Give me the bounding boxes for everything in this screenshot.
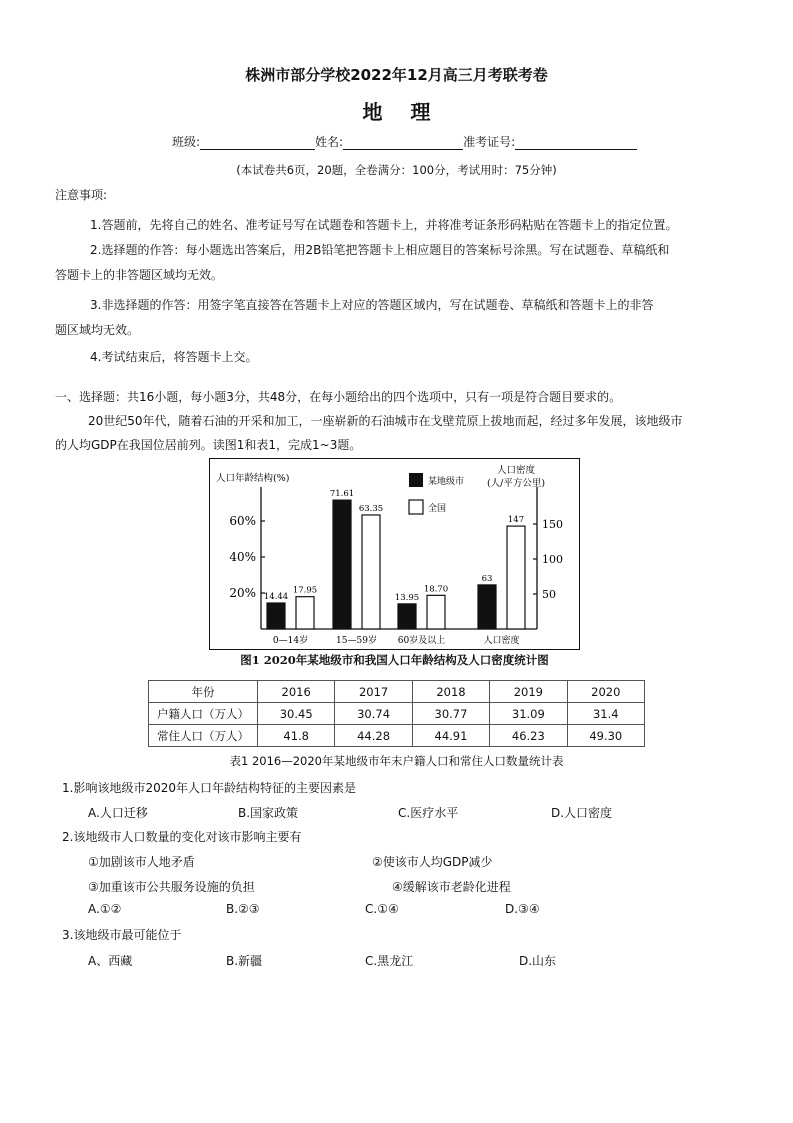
- left-tick-label: 60%: [229, 514, 256, 528]
- table-cell: 31.09: [490, 703, 567, 725]
- left-tick-label: 40%: [229, 550, 256, 564]
- table-header-cell: 2020: [567, 681, 644, 703]
- population-chart: [209, 458, 580, 650]
- category-label: 人口密度: [483, 636, 520, 646]
- question-1: 1.影响该地级市2020年人口年龄结构特征的主要因素是: [62, 781, 356, 795]
- q3-option-c[interactable]: C.黑龙江: [365, 954, 414, 968]
- notice-heading: 注意事项:: [55, 188, 108, 202]
- bar-national: [362, 515, 380, 629]
- left-tick-label: 20%: [229, 586, 256, 600]
- q2-option-b[interactable]: B.②③: [226, 902, 260, 916]
- notice-item-3-cont: 题区域均无效。: [55, 323, 140, 337]
- exam-title: 株洲市部分学校2022年12月高三月考联考卷: [245, 66, 548, 84]
- q2-statement-1: ①加剧该市人地矛盾: [88, 855, 195, 869]
- bar-national: [507, 526, 525, 629]
- exam-meta: (本试卷共6页，20题，全卷满分：100分，考试用时：75分钟): [236, 163, 557, 177]
- table-cell: 41.8: [258, 725, 335, 747]
- exam-id-label: 准考证号:: [463, 135, 516, 149]
- student-info-line: [172, 133, 637, 150]
- q2-statement-2: ②使该市人均GDP减少: [372, 855, 493, 869]
- bar-city: [398, 604, 416, 629]
- q1-option-a[interactable]: A.人口迁移: [88, 806, 148, 820]
- class-blank[interactable]: [200, 137, 315, 150]
- section-intro-cont: 的人均GDP在我国位居前列。读图1和表1，完成1~3题。: [55, 438, 362, 452]
- category-label: 60岁及以上: [397, 636, 446, 646]
- table-cell: 常住人口（万人）: [149, 725, 258, 747]
- bar-city-label: 71.61: [329, 489, 355, 500]
- q2-option-a[interactable]: A.①②: [88, 902, 122, 916]
- notice-item-2: 2.选择题的作答：每小题选出答案后，用2B铅笔把答题卡上相应题目的答案标号涂黑。写在试题卷、草稿纸和: [90, 243, 670, 257]
- table-cell: 46.23: [490, 725, 567, 747]
- bar-national-label: 63.35: [358, 503, 384, 514]
- table-cell: 44.28: [335, 725, 412, 747]
- table-cell: 49.30: [567, 725, 644, 747]
- table-cell: 户籍人口（万人）: [149, 703, 258, 725]
- exam-subject: 地理: [362, 100, 459, 124]
- right-axis-title: 人口密度: [496, 465, 536, 476]
- notice-item-1: 1.答题前，先将自己的姓名、准考证号写在试题卷和答题卡上，并将准考证条形码粘贴在答题卡上的指定位置。: [90, 218, 678, 232]
- notice-item-4: 4.考试结束后，将答题卡上交。: [90, 350, 258, 364]
- class-label: 班级:: [172, 135, 201, 149]
- table-header-cell: 2016: [258, 681, 335, 703]
- bar-city-label: 13.95: [394, 592, 420, 603]
- table-cell: 30.45: [258, 703, 335, 725]
- q1-option-c[interactable]: C.医疗水平: [398, 806, 459, 820]
- legend-national-label: 全国: [428, 504, 447, 514]
- q3-option-a[interactable]: A、西藏: [88, 954, 133, 968]
- legend-national-swatch: [409, 500, 423, 514]
- bar-national-label: 147: [507, 515, 525, 526]
- q1-option-b[interactable]: B.国家政策: [238, 806, 299, 820]
- table-header-cell: 年份: [149, 681, 258, 703]
- notice-item-3: 3.非选择题的作答：用签字笔直接答在答题卡上对应的答题区域内，写在试题卷、草稿纸和答题卡上的非答: [90, 298, 654, 312]
- table-header-cell: 2019: [490, 681, 567, 703]
- bar-city: [478, 585, 496, 629]
- bar-national: [427, 595, 445, 629]
- notice-item-2-cont: 答题卡上的非答题区域均无效。: [55, 268, 224, 282]
- bar-national-label: 17.95: [292, 585, 318, 596]
- table-row: [149, 703, 645, 725]
- q2-statement-3: ③加重该市公共服务设施的负担: [88, 880, 255, 894]
- name-blank[interactable]: [343, 137, 463, 150]
- table-cell: 30.74: [335, 703, 412, 725]
- population-table: [148, 680, 645, 747]
- question-3: 3.该地级市最可能位于: [62, 928, 182, 942]
- table-header-row: [149, 681, 645, 703]
- q3-option-b[interactable]: B.新疆: [226, 954, 263, 968]
- right-tick-label: 100: [542, 553, 563, 566]
- bar-city: [333, 500, 351, 629]
- name-label: 姓名:: [315, 135, 344, 149]
- bar-city-label: 63: [481, 573, 493, 584]
- q3-option-d[interactable]: D.山东: [519, 954, 557, 968]
- table-header-cell: 2018: [412, 681, 489, 703]
- legend-city-label: 某地级市: [428, 477, 465, 487]
- category-label: 15—59岁: [336, 636, 377, 646]
- category-label: 0—14岁: [272, 636, 309, 646]
- q2-option-c[interactable]: C.①④: [365, 902, 399, 916]
- section-intro: 20世纪50年代，随着石油的开采和加工，一座崭新的石油城市在戈壁荒原上拔地而起，经过多年发展，该地级市: [88, 414, 683, 428]
- table-cell: 30.77: [412, 703, 489, 725]
- exam-id-blank[interactable]: [515, 137, 637, 150]
- table-header-cell: 2017: [335, 681, 412, 703]
- right-tick-label: 150: [542, 518, 563, 531]
- population-chart-svg: [210, 459, 578, 648]
- left-axis-title: 人口年龄结构(%): [216, 473, 290, 484]
- table-cell: 31.4: [567, 703, 644, 725]
- figure-caption: 图1 2020年某地级市和我国人口年龄结构及人口密度统计图: [240, 653, 549, 667]
- table-cell: 44.91: [412, 725, 489, 747]
- bar-city-label: 14.44: [263, 592, 289, 603]
- table-caption: 表1 2016—2020年某地级市年末户籍人口和常住人口数量统计表: [229, 754, 564, 768]
- legend-city-swatch: [409, 473, 423, 487]
- bar-national-label: 18.70: [423, 584, 449, 595]
- q1-option-d[interactable]: D.人口密度: [551, 806, 613, 820]
- right-axis-title-unit: (人/平方公里): [486, 478, 546, 489]
- q2-option-d[interactable]: D.③④: [505, 902, 540, 916]
- question-2: 2.该地级市人口数量的变化对该市影响主要有: [62, 830, 302, 844]
- bar-national: [296, 597, 314, 629]
- bar-city: [267, 603, 285, 629]
- section-heading: 一、选择题：共16小题，每小题3分，共48分，在每小题给出的四个选项中，只有一项是符合题目要求的。: [55, 390, 622, 404]
- right-tick-label: 50: [542, 588, 556, 601]
- q2-statement-4: ④缓解该市老龄化进程: [392, 880, 511, 894]
- table-row: [149, 725, 645, 747]
